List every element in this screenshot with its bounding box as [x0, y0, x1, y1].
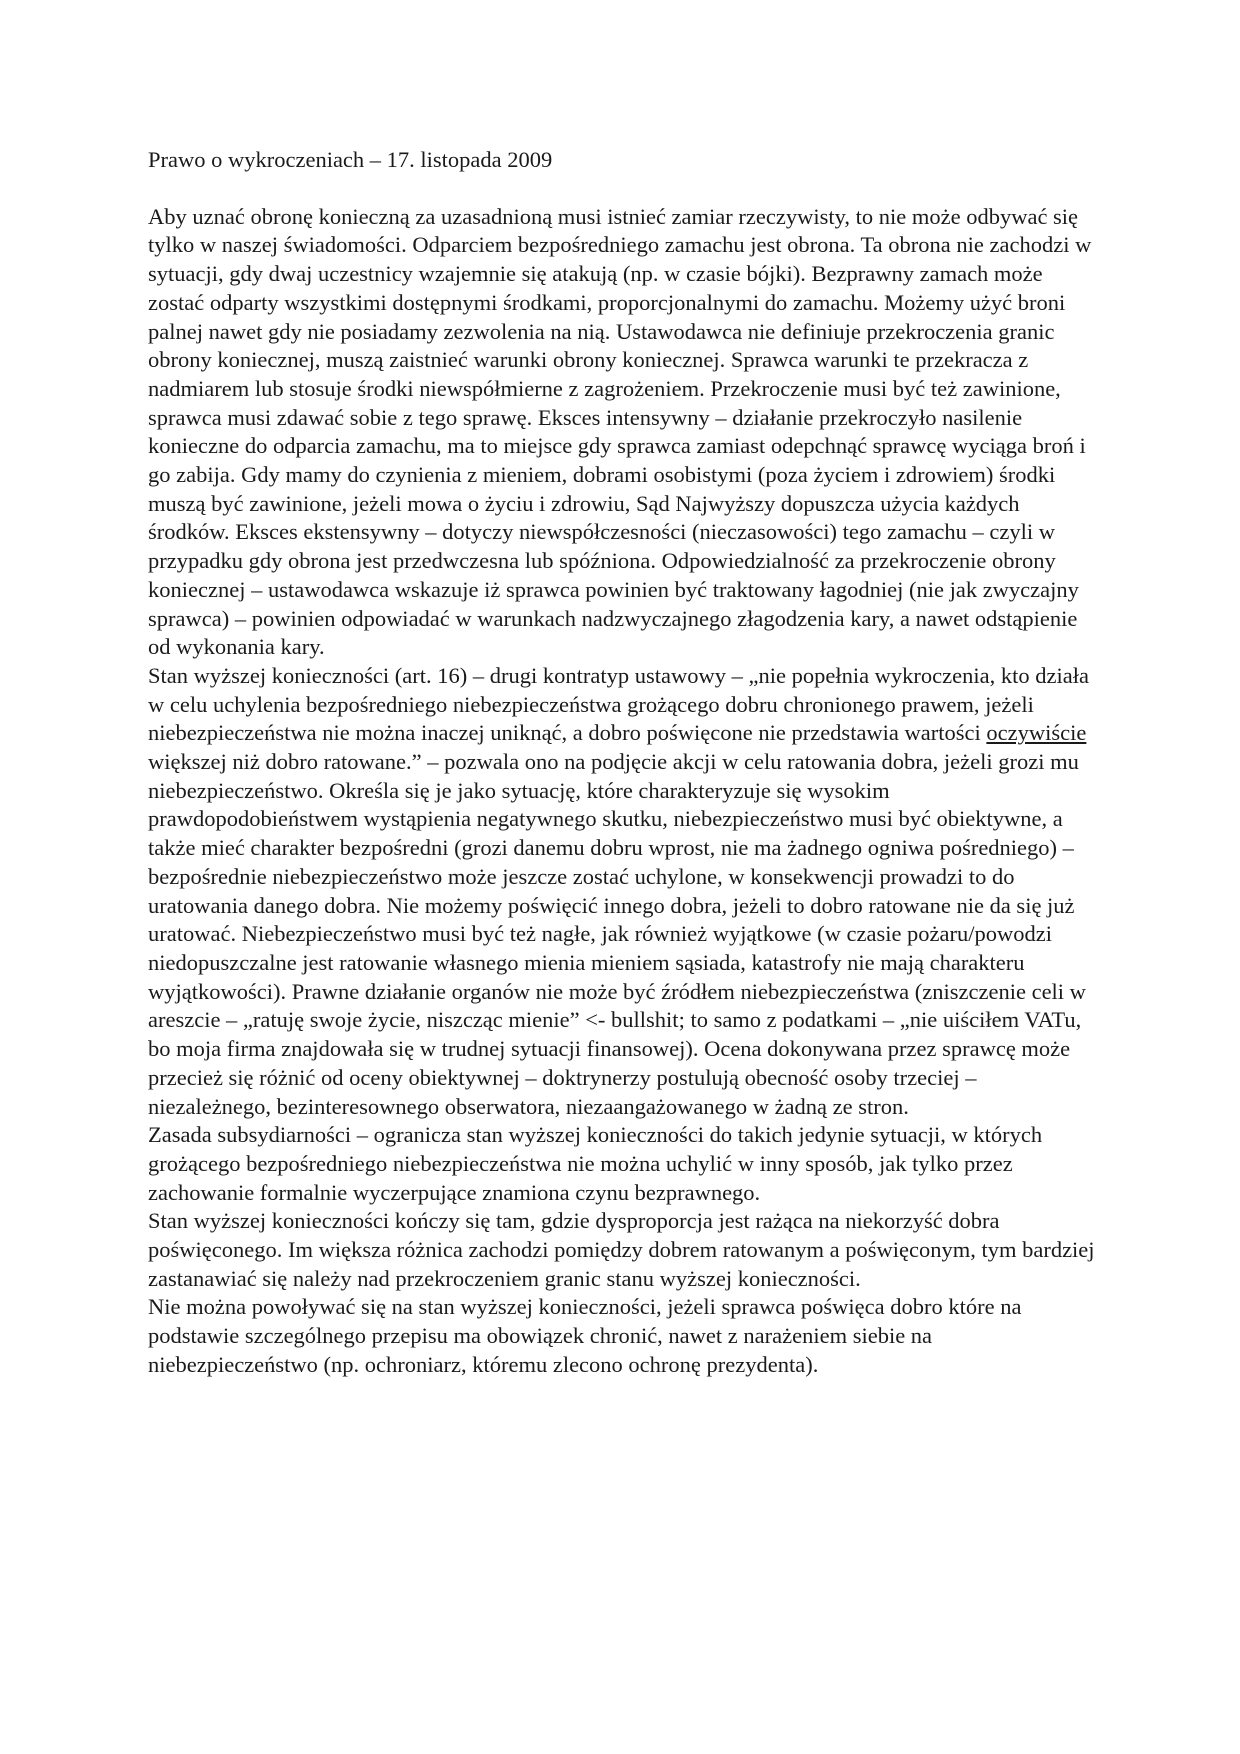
document-page	[148, 146, 1100, 1380]
paragraph-text-after: większej niż dobro ratowane.” – pozwala ono na podjęcie akcji w celu ratowania dobra, jeżeli grozi mu niebezpieczeństwo. Określa się je jako sytuację, które charakteryzuje się wysokim prawdopodobieństwem wystąpienia negatywnego skutku, niebezpieczeństwo musi być obiektywne, a także mieć charakter bezpośredni (grozi danemu dobru wprost, nie ma żadnego ogniwa pośredniego) – bezpośrednie niebezpieczeństwo może jeszcze zostać uchylone, w konsekwencji prowadzi to do uratowania danego dobra. Nie możemy poświęcić innego dobra, jeżeli to dobro ratowane nie da się już uratować. Niebezpieczeństwo musi być też nagłe, jak również wyjątkowe (w czasie pożaru/powodzi niedopuszczalne jest ratowanie własnego mienia mieniem sąsiada, katastrofy nie mają charakteru wyjątkowości). Prawne działanie organów nie może być źródłem niebezpieczeństwa (zniszczenie celi w areszcie – „ratuję swoje życie, niszcząc mienie” <- bullshit; to samo z podatkami – „nie uiściłem VATu, bo moja firma znajdowała się w trudnej sytuacji finansowej). Ocena dokonywana przez sprawcę może przecież się różnić od oceny obiektywnej – doktrynerzy postulują obecność osoby trzeciej – niezależnego, bezinteresownego obserwatora, niezaangażowanego w żadną ze stron.	[148, 749, 1086, 1119]
paragraph-dysproporcja: Stan wyższej konieczności kończy się tam, gdzie dysproporcja jest rażąca na niekorzyść dobra poświęconego. Im większa różnica zachodzi pomiędzy dobrem ratowanym a poświęconym, tym bardziej zastanawiać się należy nad przekroczeniem granic stanu wyższej konieczności.	[148, 1208, 1095, 1291]
underlined-word: oczywiście	[986, 720, 1087, 746]
paragraph-zasada-subsydiarnosci: Zasada subsydiarności – ogranicza stan wyższej konieczności do takich jedynie sytuacji, w których grożącego bezpośredniego niebezpieczeństwa nie można uchylić w inny sposób, jak tylko przez zachowanie formalnie wyczerpujące znamiona czynu bezprawnego.	[148, 1122, 1043, 1205]
paragraph-obrona-konieczna: Aby uznać obronę konieczną za uzasadnioną musi istnieć zamiar rzeczywisty, to nie może odbywać się tylko w naszej świadomości. Odparciem bezpośredniego zamachu jest obrona. Ta obrona nie zachodzi w sytuacji, gdy dwaj uczestnicy wzajemnie się atakują (np. w czasie bójki). Bezprawny zamach może zostać odparty wszystkimi dostępnymi środkami, proporcjonalnymi do zamachu. Możemy użyć broni palnej nawet gdy nie posiadamy zezwolenia na nią. Ustawodawca nie definiuje przekroczenia granic obrony koniecznej, muszą zaistnieć warunki obrony koniecznej. Sprawca warunki te przekracza z nadmiarem lub stosuje środki niewspółmierne z zagrożeniem. Przekroczenie musi być też zawinione, sprawca musi zdawać sobie z tego sprawę. Eksces intensywny – działanie przekroczyło nasilenie konieczne do odparcia zamachu, ma to miejsce gdy sprawca zamiast odepchnąć sprawcę wyciąga broń i go zabija. Gdy mamy do czynienia z mieniem, dobrami osobistymi (poza życiem i zdrowiem) środki muszą być zawinione, jeżeli mowa o życiu i zdrowiu, Sąd Najwyższy dopuszcza użycia każdych środków. Eksces ekstensywny – dotyczy niewspółczesności (nieczasowości) tego zamachu – czyli w przypadku gdy obrona jest przedwczesna lub spóźniona. Odpowiedzialność za przekroczenie obrony koniecznej – ustawodawca wskazuje iż sprawca powinien być traktowany łagodniej (nie jak zwyczajny sprawca) – powinien odpowiadać w warunkach nadzwyczajnego złagodzenia kary, a nawet odstąpienie od wykonania kary.	[148, 203, 1092, 660]
paragraph-obowiazek-chronienia: Nie można powoływać się na stan wyższej konieczności, jeżeli sprawca poświęca dobro które na podstawie szczególnego przepisu ma obowiązek chronić, nawet z narażeniem siebie na niebezpieczeństwo (np. ochroniarz, któremu zlecono ochronę prezydenta).	[148, 1294, 1022, 1377]
paragraph-stan-wyzszej-koniecznosci	[148, 662, 1100, 1121]
document-title: Prawo o wykroczeniach – 17. listopada 2009	[148, 147, 553, 172]
paragraph-text-before: Stan wyższej konieczności (art. 16) – drugi kontratyp ustawowy – „nie popełnia wykroczenia, kto działa w celu uchylenia bezpośredniego niebezpieczeństwa grożącego dobru chronionego prawem, jeżeli niebezpieczeństwa nie można inaczej uniknąć, a dobro poświęcone nie przedstawia wartości	[148, 662, 1089, 746]
